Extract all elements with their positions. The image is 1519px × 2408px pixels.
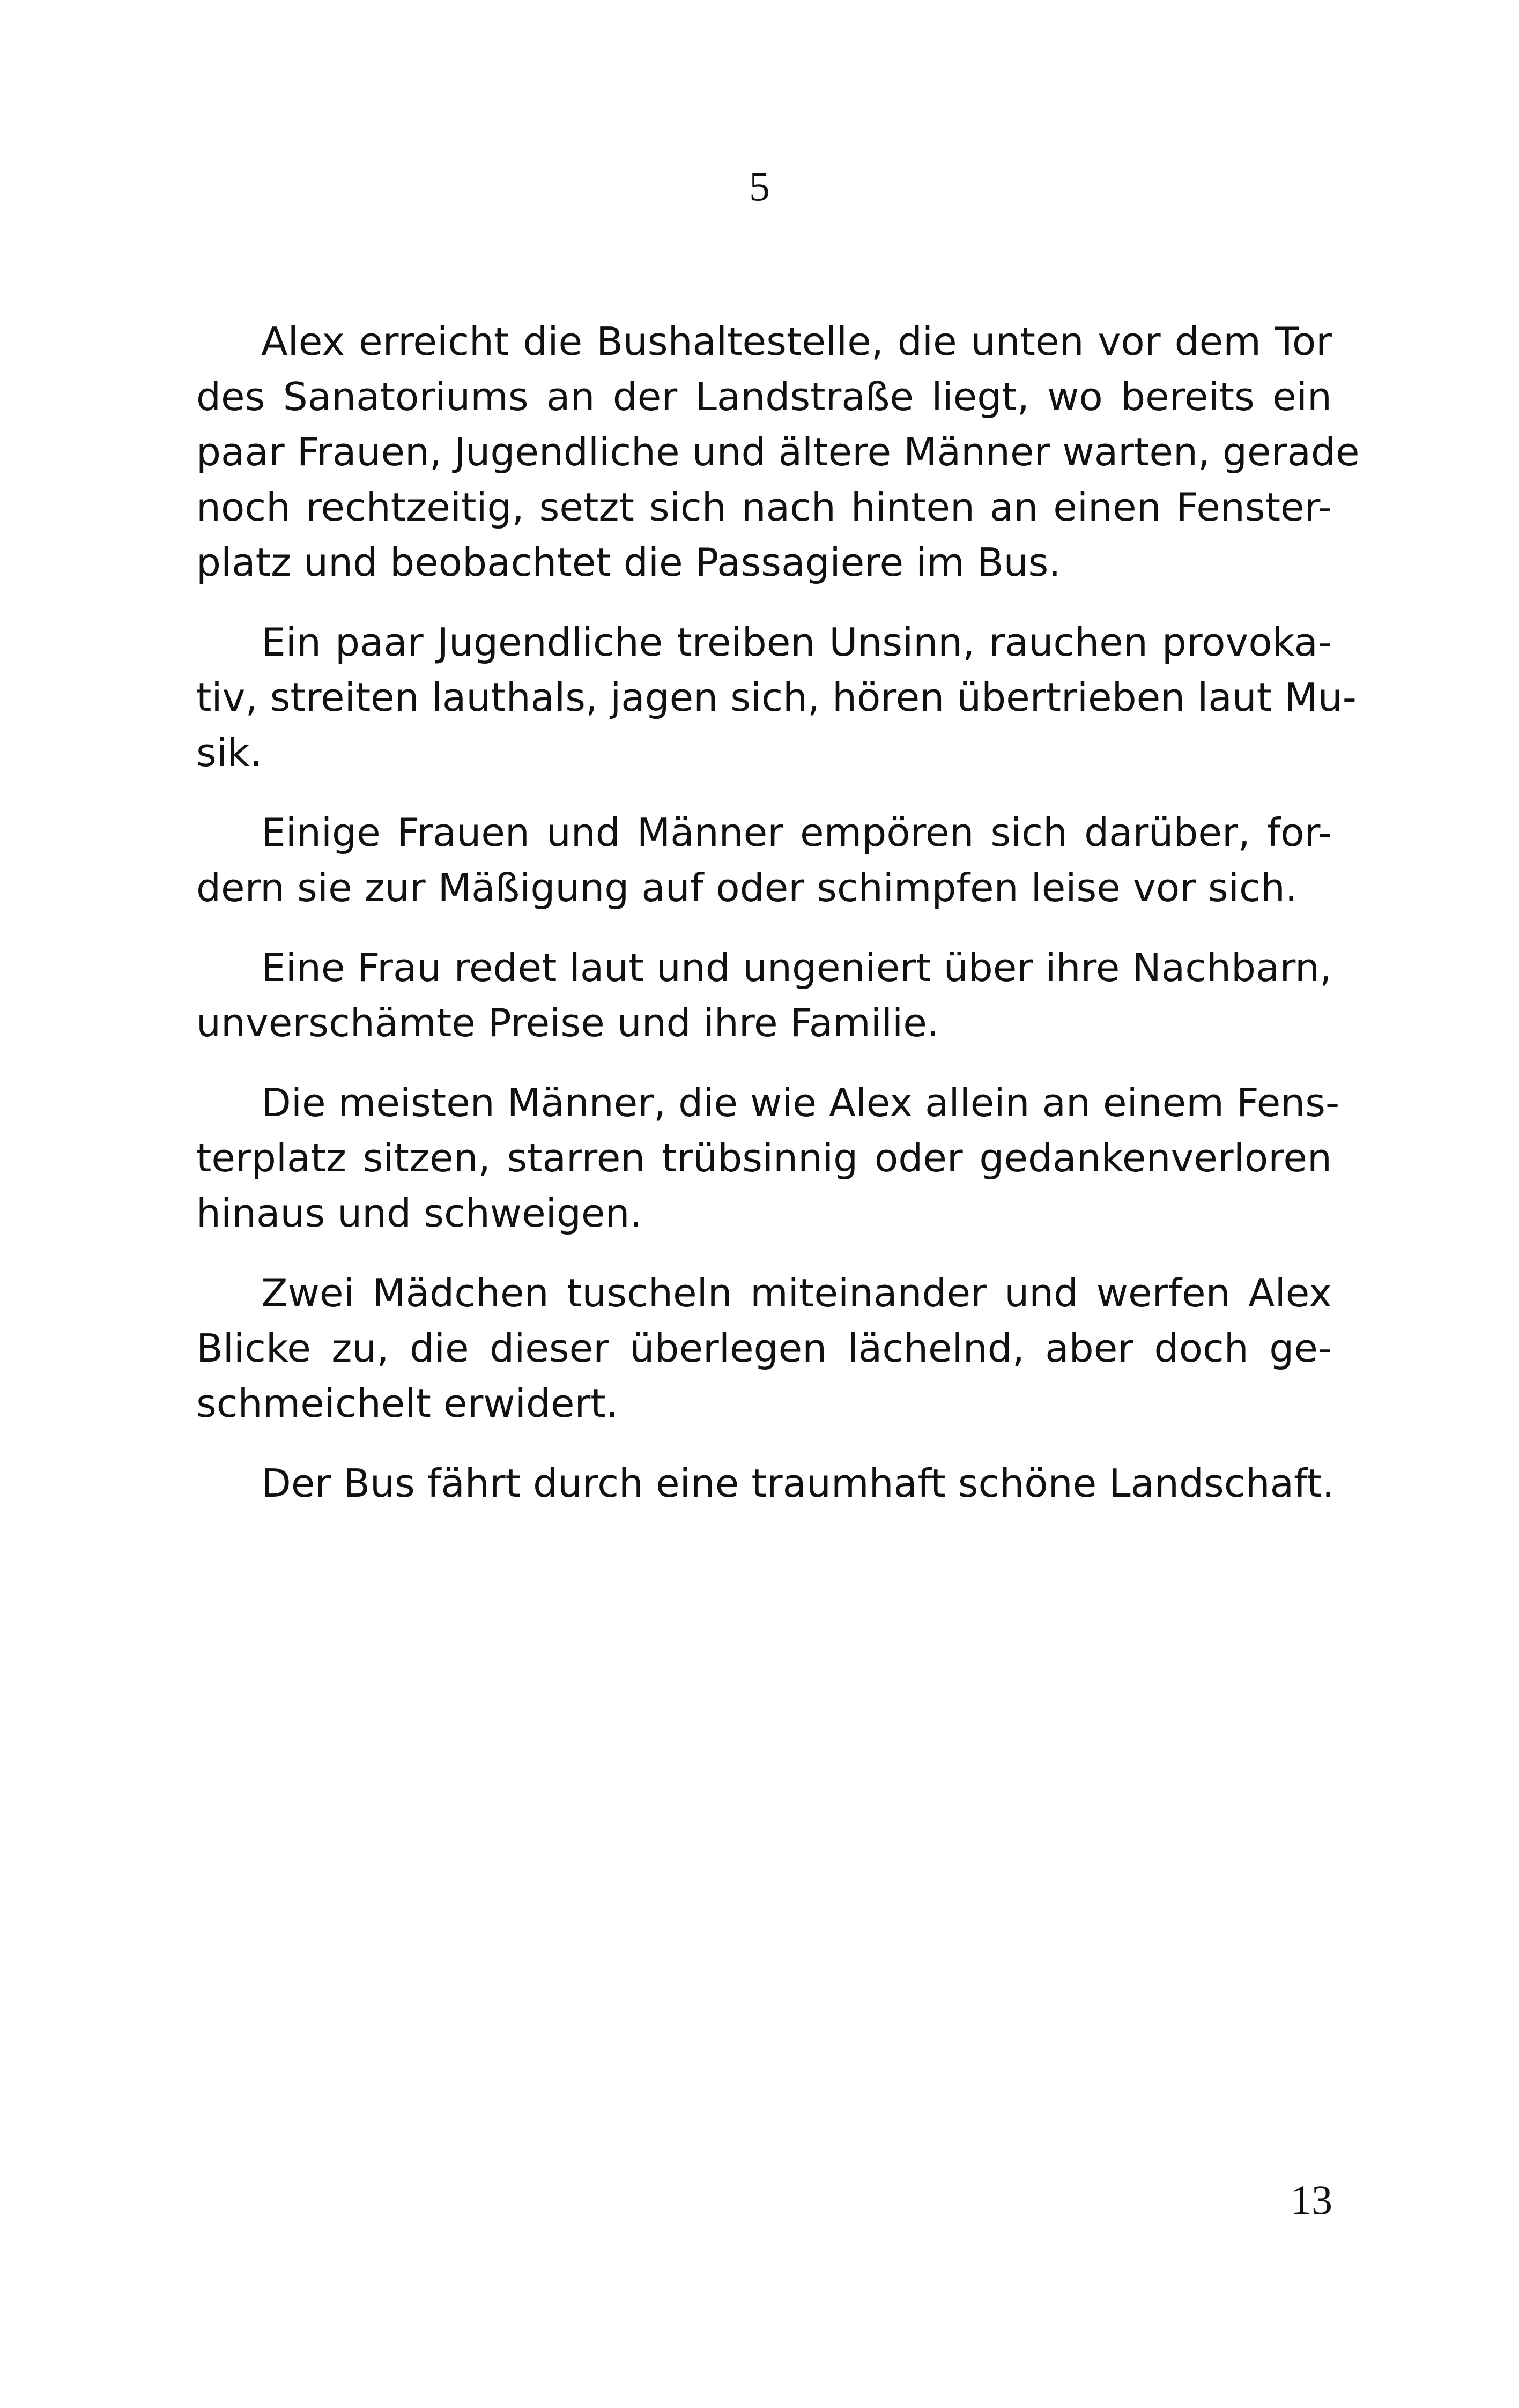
text-line: tiv, streiten lauthals, jagen sich, hören übertrieben laut Mu- xyxy=(196,675,1357,720)
page-number: 13 xyxy=(1291,2176,1332,2223)
paragraph xyxy=(196,615,1357,781)
text-line: Der Bus fährt durch eine traumhaft schöne Landschaft. xyxy=(261,1461,1335,1506)
text-line: schmeichelt erwidert. xyxy=(196,1381,618,1426)
text-line: Ein paar Jugendliche treiben Unsinn, rauchen provoka- xyxy=(261,620,1332,665)
paragraph xyxy=(196,806,1332,916)
text-line: Die meisten Männer, die wie Alex allein an einem Fens- xyxy=(261,1081,1340,1126)
paragraph xyxy=(196,1456,1335,1512)
chapter-number: 5 xyxy=(749,163,770,210)
paragraph xyxy=(196,1076,1340,1242)
text-line: paar Frauen, Jugendliche und ältere Männer warten, gerade xyxy=(196,430,1360,475)
text-line: unverschämte Preise und ihre Familie. xyxy=(196,1001,939,1046)
paragraph xyxy=(196,941,1332,1051)
paragraph xyxy=(196,315,1360,591)
text-line: Eine Frau redet laut und ungeniert über ihre Nachbarn, xyxy=(261,946,1332,991)
text-line: noch rechtzeitig, setzt sich nach hinten an einen Fenster- xyxy=(196,485,1332,530)
text-line: sik. xyxy=(196,731,262,776)
text-line: Blicke zu, die dieser überlegen lächelnd, aber doch ge- xyxy=(196,1326,1332,1371)
text-line: Zwei Mädchen tuscheln miteinander und werfen Alex xyxy=(261,1271,1332,1316)
text-line: terplatz sitzen, starren trübsinnig oder gedankenverloren xyxy=(196,1136,1332,1181)
body-text xyxy=(196,315,1360,1536)
paragraph xyxy=(196,1266,1332,1432)
text-line: Alex erreicht die Bushaltestelle, die unten vor dem Tor xyxy=(261,319,1332,365)
text-line: dern sie zur Mäßigung auf oder schimpfen leise vor sich. xyxy=(196,866,1298,911)
text-line: Einige Frauen und Männer empören sich darüber, for- xyxy=(261,811,1332,856)
text-line: hinaus und schweigen. xyxy=(196,1191,642,1236)
text-line: des Sanatoriums an der Landstraße liegt, wo bereits ein xyxy=(196,375,1332,420)
text-line: platz und beobachtet die Passagiere im Bus. xyxy=(196,540,1061,585)
